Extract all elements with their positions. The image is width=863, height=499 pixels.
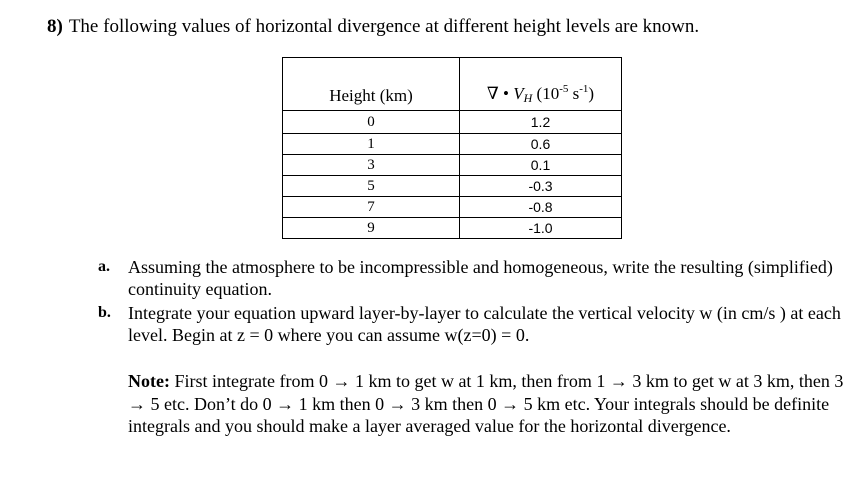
height-cell: 3 bbox=[283, 155, 460, 176]
units-exponent-2: -1 bbox=[579, 83, 589, 95]
note-label: Note: bbox=[128, 371, 170, 391]
height-cell: 0 bbox=[283, 111, 460, 134]
part-a-text: Assuming the atmosphere to be incompressible and homogeneous, write the resulting (simplified) continuity equation. bbox=[128, 257, 833, 299]
table-row bbox=[283, 155, 622, 176]
units-close: ) bbox=[588, 84, 595, 103]
divergence-cell: 0.1 bbox=[460, 155, 622, 176]
table-row bbox=[283, 134, 622, 155]
part-a-label: a. bbox=[98, 258, 110, 275]
units-exponent-1: -5 bbox=[559, 83, 569, 95]
table-row bbox=[283, 218, 622, 239]
note-paragraph bbox=[128, 370, 858, 438]
table-row bbox=[283, 176, 622, 197]
height-cell: 9 bbox=[283, 218, 460, 239]
velocity-symbol: V bbox=[513, 84, 524, 103]
divergence-cell: 1.2 bbox=[460, 111, 622, 134]
question-number: 8) bbox=[47, 16, 63, 37]
height-cell: 5 bbox=[283, 176, 460, 197]
part-b bbox=[98, 302, 858, 346]
part-a bbox=[98, 256, 858, 300]
velocity-subscript: H bbox=[523, 91, 533, 105]
table-row bbox=[283, 197, 622, 218]
del-dot-symbol: ∇ • bbox=[486, 84, 514, 103]
height-cell: 1 bbox=[283, 134, 460, 155]
divergence-cell: -1.0 bbox=[460, 218, 622, 239]
divergence-cell: 0.6 bbox=[460, 134, 622, 155]
height-cell: 7 bbox=[283, 197, 460, 218]
units-open: (10 bbox=[532, 84, 560, 103]
table-header-row bbox=[283, 58, 622, 111]
units-seconds: s bbox=[568, 84, 580, 103]
table-row bbox=[283, 111, 622, 134]
part-b-label: b. bbox=[98, 304, 111, 321]
question-text: The following values of horizontal divergence at different height levels are known. bbox=[68, 16, 700, 37]
note-text: First integrate from 0 → 1 km to get w at 1 km, then from 1 → 3 km to get w at 3 km, then 3 → 5 etc. Don’t do 0 → 1 km then 0 → 3 km then 0 → 5 km etc. Your integrals should be definite integrals and you should make a layer averaged value for the horizontal divergence. bbox=[128, 371, 844, 436]
divergence-table bbox=[282, 57, 622, 239]
divergence-column-header bbox=[460, 58, 622, 111]
divergence-cell: -0.8 bbox=[460, 197, 622, 218]
part-b-text: Integrate your equation upward layer-by-layer to calculate the vertical velocity w (in cm/s ) at each level. Begin at z = 0 where you can assume w(z=0) = 0. bbox=[128, 303, 841, 345]
question-heading bbox=[47, 15, 699, 39]
height-column-header: Height (km) bbox=[283, 58, 460, 111]
divergence-cell: -0.3 bbox=[460, 176, 622, 197]
